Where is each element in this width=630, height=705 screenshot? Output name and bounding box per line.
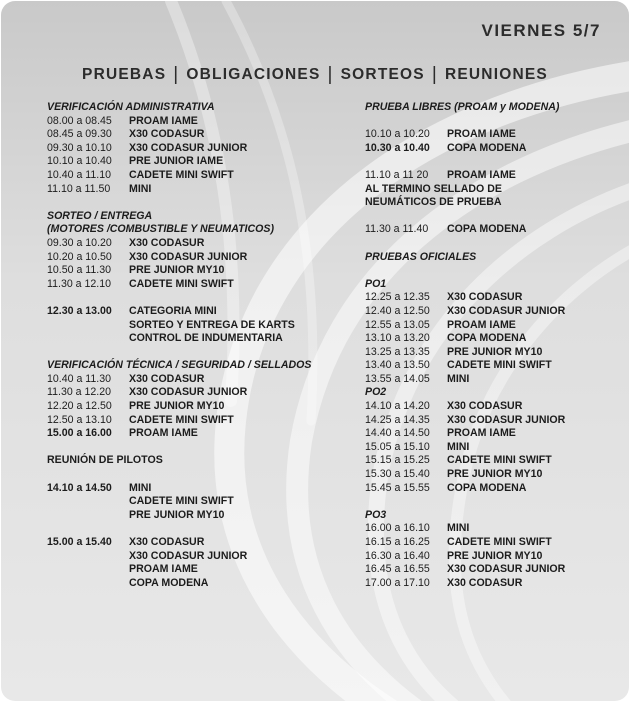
schedule-entry — [47, 155, 347, 169]
time-range: 16.15 a 16.25 — [365, 536, 430, 548]
category-label: PRE JUNIOR IAME — [129, 155, 224, 168]
category-label: COPA MODENA — [447, 141, 527, 154]
header-pruebas: PRUEBAS — [82, 66, 167, 83]
schedule-entry — [365, 359, 615, 373]
category-label: PROAM IAME — [129, 427, 198, 440]
category-label: PROAM IAME — [447, 318, 516, 331]
header-obligaciones: OBLIGACIONES — [186, 66, 321, 83]
section-header — [1, 63, 629, 85]
schedule-entry — [365, 414, 615, 428]
time-range: 09.30 a 10.10 — [47, 141, 112, 154]
schedule-entry — [47, 264, 347, 278]
time-range: 15.45 a 15.55 — [365, 481, 430, 494]
category-label: CONTROL DE INDUMENTARIA — [129, 332, 283, 345]
section-heading: PO3 — [365, 508, 387, 521]
category-label: MINI — [447, 372, 470, 385]
category-label: CATEGORIA MINI — [129, 304, 217, 317]
time-range: 14.25 a 14.35 — [365, 413, 430, 426]
category-label: PROAM IAME — [447, 427, 516, 440]
category-label: X30 CODASUR — [129, 372, 205, 385]
category-label: CADETE MINI SWIFT — [129, 413, 234, 426]
schedule-entry — [365, 427, 615, 441]
section-heading: PRUEBAS OFICIALES — [365, 250, 477, 263]
category-label: PRE JUNIOR MY10 — [447, 549, 543, 562]
category-label: PRE JUNIOR MY10 — [447, 468, 543, 481]
schedule-entry — [47, 400, 347, 414]
category-label: X30 CODASUR JUNIOR — [447, 413, 566, 426]
section-heading: VERIFICACIÓN TÉCNICA / SEGURIDAD / SELLADOS — [47, 359, 312, 372]
section-heading: PO2 — [365, 386, 387, 399]
time-range: 15.15 a 15.25 — [365, 454, 430, 467]
category-label: PRE JUNIOR MY10 — [129, 400, 225, 413]
category-label: PRE JUNIOR MY10 — [129, 264, 225, 277]
schedule-entry — [365, 536, 615, 550]
schedule-entry — [47, 251, 347, 265]
section-heading: PRUEBA LIBRES (PROAM y MODENA) — [365, 101, 560, 113]
schedule-entry — [47, 509, 347, 523]
schedule-entry — [365, 142, 615, 156]
time-range: 10.40 a 11.30 — [47, 372, 112, 385]
schedule-entry — [365, 346, 615, 360]
time-range: 14.10 a 14.20 — [365, 400, 430, 413]
time-range: 17.00 a 17.10 — [365, 576, 430, 589]
time-range: 15.00 a 15.40 — [47, 536, 112, 548]
schedule-entry — [47, 319, 347, 333]
schedule-entry — [47, 536, 347, 550]
category-label: PROAM IAME — [447, 128, 516, 141]
schedule-entry — [365, 319, 615, 333]
time-range: 15.00 a 16.00 — [47, 427, 112, 440]
time-range: 13.55 a 14.05 — [365, 372, 430, 385]
schedule-entry — [365, 223, 615, 237]
category-label: X30 CODASUR JUNIOR — [129, 250, 248, 263]
category-label: COPA MODENA — [447, 332, 527, 345]
spacer — [47, 196, 347, 210]
schedule-entry — [365, 563, 615, 577]
schedule-entry — [365, 305, 615, 319]
time-range: 16.00 a 16.10 — [365, 522, 430, 535]
schedule-entry — [47, 427, 347, 441]
schedule-entry — [365, 128, 615, 142]
time-range: 10.20 a 10.50 — [47, 250, 112, 263]
spacer — [47, 468, 347, 482]
time-range: 13.40 a 13.50 — [365, 359, 430, 372]
time-range: 10.50 a 11.30 — [47, 264, 112, 277]
time-range: 12.30 a 13.00 — [47, 304, 112, 317]
schedule-entry — [47, 373, 347, 387]
category-label: CADETE MINI SWIFT — [129, 168, 234, 181]
category-label: X30 CODASUR — [129, 536, 205, 548]
category-label: MINI — [129, 182, 152, 195]
time-range: 11.30 a 12.10 — [47, 277, 112, 290]
schedule-entry — [365, 454, 615, 468]
schedule-note: AL TERMINO SELLADO DE — [365, 182, 502, 195]
right-schedule-column — [365, 101, 615, 590]
spacer — [47, 522, 347, 536]
schedule-entry — [47, 169, 347, 183]
time-range: 16.30 a 16.40 — [365, 549, 430, 562]
spacer — [365, 264, 615, 278]
schedule-panel — [1, 1, 629, 701]
spacer — [47, 346, 347, 360]
time-range: 12.20 a 12.50 — [47, 400, 112, 413]
category-label: CADETE MINI SWIFT — [129, 277, 234, 290]
spacer — [365, 115, 615, 129]
header-separator: | — [173, 64, 180, 85]
time-range: 12.50 a 13.10 — [47, 413, 112, 426]
schedule-entry — [365, 550, 615, 564]
header-separator: | — [327, 64, 334, 85]
schedule-note: NEUMÁTICOS DE PRUEBA — [365, 196, 502, 209]
schedule-entry — [47, 128, 347, 142]
time-range: 11.10 a 11.50 — [47, 182, 111, 195]
time-range: 10.40 a 11.10 — [47, 168, 112, 181]
time-range: 13.25 a 13.35 — [365, 345, 430, 358]
category-label: CADETE MINI SWIFT — [447, 454, 552, 467]
schedule-entry — [47, 414, 347, 428]
schedule-entry — [365, 332, 615, 346]
time-range: 16.45 a 16.55 — [365, 563, 430, 576]
date-label: VIERNES 5/7 — [481, 21, 601, 40]
category-label: X30 CODASUR JUNIOR — [129, 141, 248, 154]
schedule-entry — [365, 291, 615, 305]
schedule-entry — [365, 522, 615, 536]
section-heading: PO1 — [365, 277, 387, 290]
schedule-entry — [47, 550, 347, 564]
category-label: X30 CODASUR JUNIOR — [129, 549, 248, 562]
category-label: COPA MODENA — [447, 223, 527, 236]
time-range: 12.55 a 13.05 — [365, 318, 430, 331]
time-range: 08.45 a 09.30 — [47, 128, 112, 141]
schedule-entry — [365, 400, 615, 414]
category-label: COPA MODENA — [447, 481, 527, 494]
schedule-entry — [47, 386, 347, 400]
category-label: X30 CODASUR — [447, 291, 523, 304]
schedule-entry — [365, 373, 615, 387]
category-label: PROAM IAME — [129, 563, 198, 576]
schedule-entry — [365, 577, 615, 591]
spacer — [365, 237, 615, 251]
schedule-entry — [365, 482, 615, 496]
category-label: PRE JUNIOR MY10 — [447, 345, 543, 358]
schedule-entry — [47, 142, 347, 156]
schedule-entry — [47, 482, 347, 496]
category-label: X30 CODASUR JUNIOR — [447, 563, 566, 576]
time-range: 10.30 a 10.40 — [365, 141, 430, 154]
category-label: MINI — [447, 522, 470, 535]
time-range: 15.05 a 15.10 — [365, 440, 430, 453]
time-range: 11.30 a 12.20 — [47, 386, 112, 399]
schedule-entry — [47, 183, 347, 197]
time-range: 14.10 a 14.50 — [47, 481, 112, 494]
category-label: CADETE MINI SWIFT — [447, 359, 552, 372]
header-reuniones: REUNIONES — [444, 66, 548, 83]
time-range: 11.10 a 11 20 — [365, 168, 429, 181]
category-label: PROAM IAME — [447, 168, 516, 181]
left-schedule-column — [47, 101, 347, 590]
schedule-entry — [47, 278, 347, 292]
spacer — [47, 441, 347, 455]
time-range: 09.30 a 10.20 — [47, 236, 112, 249]
category-label: PROAM IAME — [129, 114, 198, 127]
spacer — [47, 291, 347, 305]
category-label: X30 CODASUR JUNIOR — [447, 304, 566, 317]
schedule-entry — [365, 441, 615, 455]
time-range: 08.00 a 08.45 — [47, 114, 112, 127]
schedule-entry — [47, 495, 347, 509]
spacer — [365, 210, 615, 224]
time-range: 11.30 a 11.40 — [365, 223, 429, 236]
schedule-entry — [47, 237, 347, 251]
schedule-entry — [47, 115, 347, 129]
section-heading: (MOTORES /COMBUSTIBLE Y NEUMATICOS) — [47, 223, 274, 236]
schedule-entry — [47, 332, 347, 346]
category-label: CADETE MINI SWIFT — [129, 495, 234, 508]
category-label: X30 CODASUR — [447, 400, 523, 413]
category-label: X30 CODASUR — [447, 576, 523, 589]
category-label: COPA MODENA — [129, 576, 209, 589]
time-range: 12.40 a 12.50 — [365, 304, 430, 317]
schedule-entry — [47, 305, 347, 319]
category-label: X30 CODASUR — [129, 128, 205, 141]
header-separator: | — [431, 64, 438, 85]
schedule-entry — [365, 169, 615, 183]
time-range: 12.25 a 12.35 — [365, 291, 430, 304]
category-label: MINI — [129, 481, 152, 494]
time-range: 15.30 a 15.40 — [365, 468, 430, 481]
category-label: X30 CODASUR — [129, 236, 205, 249]
section-heading: VERIFICACIÓN ADMINISTRATIVA — [47, 101, 215, 113]
schedule-entry — [365, 468, 615, 482]
section-heading: SORTEO / ENTREGA — [47, 209, 153, 222]
header-sorteos: SORTEOS — [340, 66, 425, 83]
category-label: PRE JUNIOR MY10 — [129, 508, 225, 521]
category-label: SORTEO Y ENTREGA DE KARTS — [129, 318, 295, 331]
time-range: 14.40 a 14.50 — [365, 427, 430, 440]
schedule-entry — [47, 577, 347, 591]
category-label: X30 CODASUR JUNIOR — [129, 386, 248, 399]
category-label: CADETE MINI SWIFT — [447, 536, 552, 548]
spacer — [365, 495, 615, 509]
time-range: 10.10 a 10.40 — [47, 155, 112, 168]
spacer — [365, 155, 615, 169]
time-range: 10.10 a 10.20 — [365, 128, 430, 141]
schedule-note: REUNIÓN DE PILOTOS — [47, 454, 163, 467]
schedule-entry — [47, 563, 347, 577]
time-range: 13.10 a 13.20 — [365, 332, 430, 345]
category-label: MINI — [447, 440, 470, 453]
